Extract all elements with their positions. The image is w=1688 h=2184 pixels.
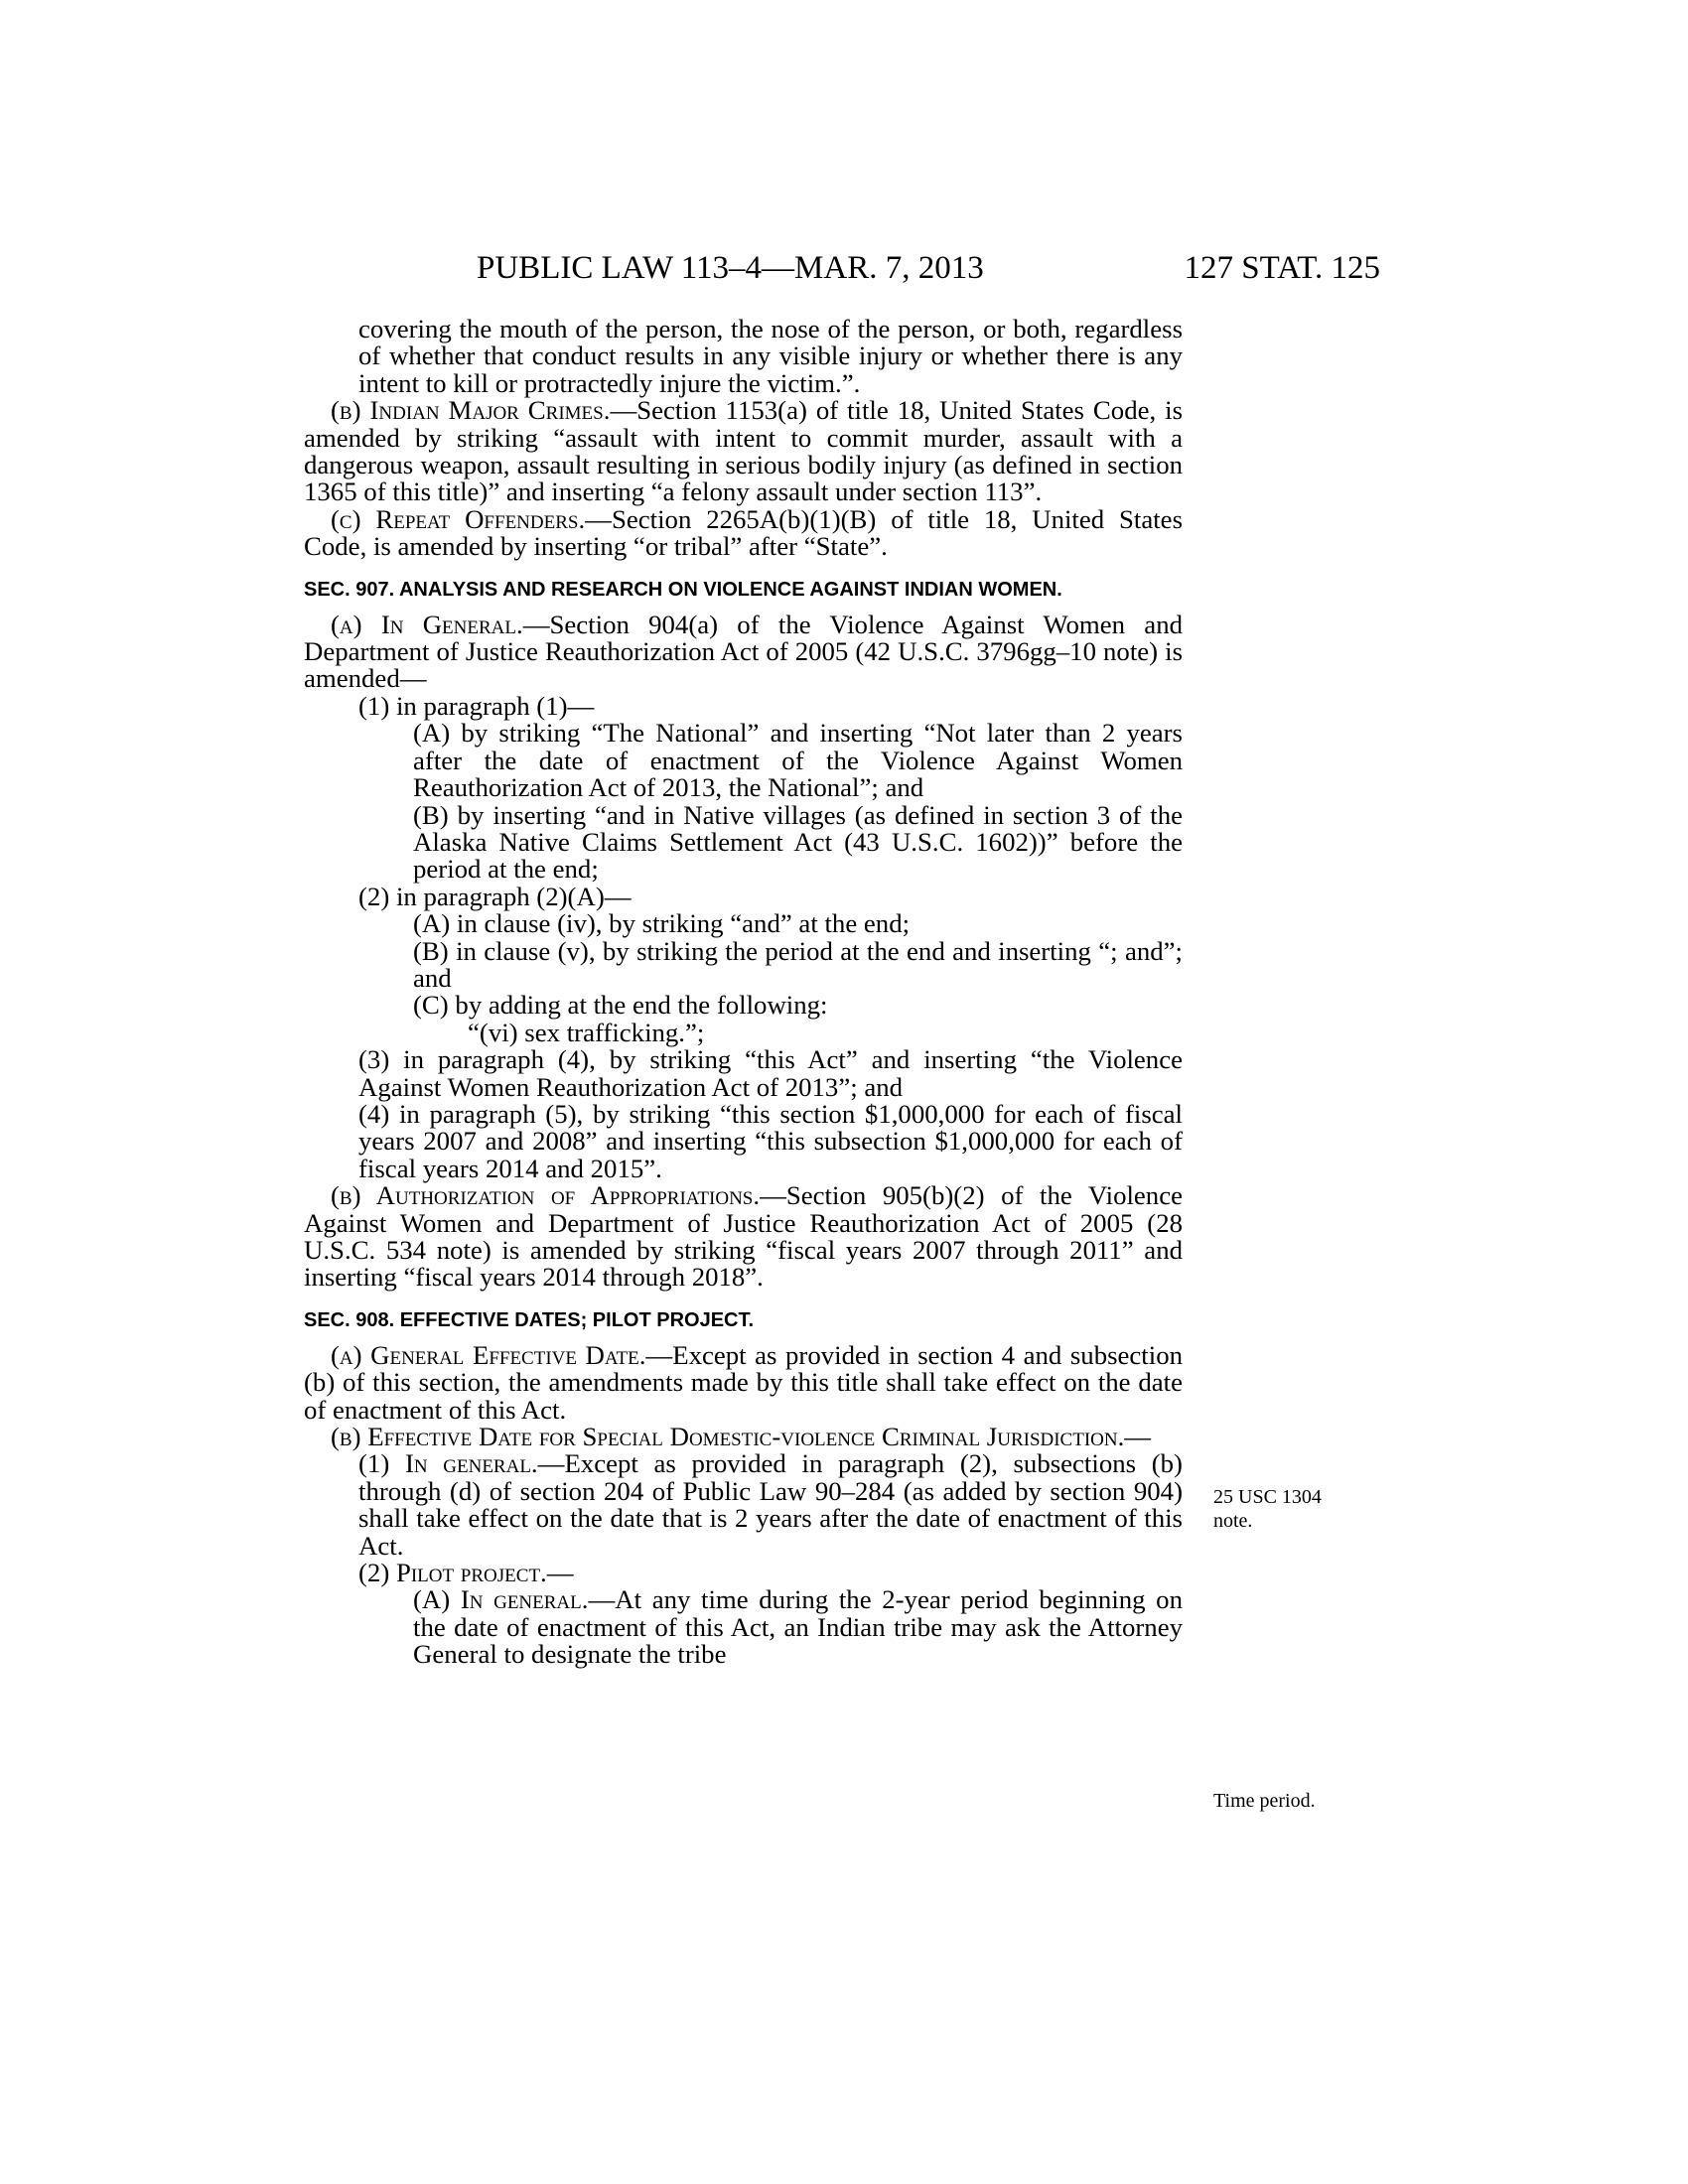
paragraph-text: —Section 1153(a) of title 18, United States Code, is amended by striking “assault with intent to commit murder, assault with a dangerous weapon, assault resulting in serious bodily injury (as defined in section 1365 of this title)” and inserting “a felony assault under section 113”.	[304, 395, 1183, 507]
subsection-heading: (a) General Effective Date.	[331, 1339, 646, 1370]
paragraph	[304, 1560, 1183, 1586]
paragraph-text: —Except as provided in section 4 and subsection (b) of this section, the amendments made by this title shall take effect on the date of enactment of this Act.	[304, 1339, 1183, 1425]
paragraph	[304, 503, 1183, 562]
subsection-heading: (2) Pilot project.—	[358, 1558, 574, 1588]
running-header	[298, 248, 1380, 288]
paragraph: covering the mouth of the person, the nose of the person, or both, regardless of whether that conduct results in any visible injury or whether there is any intent to kill or protractedly injure the victim.”.	[358, 314, 1183, 398]
header-title: PUBLIC LAW 113–4—MAR. 7, 2013	[477, 250, 984, 286]
section-heading: SEC. 907. ANALYSIS AND RESEARCH ON VIOLENCE AGAINST INDIAN WOMEN.	[304, 578, 1062, 601]
paragraph-text: —Section 904(a) of the Violence Against Women and Department of Justice Reauthorization Act of 2005 (42 U.S.C. 3796gg–10 note) is amended—	[304, 609, 1183, 694]
paragraph: (1) in paragraph (1)—	[358, 690, 595, 721]
paragraph: “(vi) sex trafficking.”;	[468, 1017, 705, 1047]
paragraph-text: —Section 905(b)(2) of the Violence Against Women and Department of Justice Reauthorization Act of 2005 (28 U.S.C. 534 note) is amended by striking “fiscal years 2007 through 2011” and inserting “fiscal years 2014 through 2018”.	[304, 1180, 1183, 1293]
section-heading: SEC. 908. EFFECTIVE DATES; PILOT PROJECT.	[304, 1308, 755, 1331]
paragraph: (2) in paragraph (2)(A)—	[358, 881, 632, 911]
document-body	[304, 316, 1183, 1669]
subsection-heading: (b) Indian Major Crimes.	[331, 395, 611, 426]
paragraph: (B) in clause (v), by striking the period at the end and inserting “; and”; and	[413, 935, 1183, 993]
subsection-heading: (1) In general.	[358, 1448, 538, 1479]
subsection-heading: (b) Effective Date for Special Domestic-violence Criminal Jurisdiction.—	[331, 1422, 1152, 1452]
subsection-heading: (a) In General.	[331, 609, 523, 639]
paragraph: (4) in paragraph (5), by striking “this section $1,000,000 for each of fiscal years 2007 and 2008” and inserting “this subsection $1,000,000 for each of fiscal years 2014 and 2015”.	[358, 1098, 1183, 1183]
header-page-number: 127 STAT. 125	[1184, 250, 1380, 286]
paragraph-text: —Section 2265A(b)(1)(B) of title 18, United States Code, is amended by inserting “or tribal” after “State”.	[304, 503, 1183, 562]
paragraph	[304, 1450, 1183, 1560]
paragraph	[304, 1182, 1183, 1292]
paragraph	[304, 1339, 1183, 1425]
paragraph	[304, 609, 1183, 694]
subsection-heading: (c) Repeat Offenders.	[331, 503, 586, 534]
paragraph: (A) by striking “The National” and inserting “Not later than 2 years after the date of enactment of the Violence Against Women Reauthorization Act of 2013, the National”; and	[413, 718, 1183, 803]
paragraph	[304, 1586, 1183, 1668]
paragraph-text: —Except as provided in paragraph (2), subsections (b) through (d) of section 204 of Public Law 90–284 (as added by section 904) shall take effect on the date that is 2 years after the date of enactment of this Act.	[358, 1448, 1183, 1561]
subsection-heading: (A) In general.	[413, 1584, 589, 1615]
subsection-heading: (b) Authorization of Appropriations.	[331, 1180, 761, 1211]
paragraph-text: —At any time during the 2-year period beginning on the date of enactment of this Act, an Indian tribe may ask the Attorney General to designate the tribe	[413, 1584, 1183, 1670]
paragraph	[304, 397, 1183, 506]
margin-note-time-period: Time period.	[1213, 1790, 1316, 1812]
paragraph	[304, 1424, 1183, 1450]
paragraph: (C) by adding at the end the following:	[413, 990, 828, 1021]
paragraph: (A) in clause (iv), by striking “and” at the end;	[413, 908, 911, 939]
paragraph: (B) by inserting “and in Native villages (as defined in section 3 of the Alaska Native Claims Settlement Act (43 U.S.C. 1602))” before the period at the end;	[413, 799, 1183, 885]
margin-note-usc: 25 USC 1304 note.	[1213, 1486, 1322, 1532]
paragraph: (3) in paragraph (4), by striking “this Act” and inserting “the Violence Against Women Reauthorization Act of 2013”; and	[358, 1044, 1183, 1102]
